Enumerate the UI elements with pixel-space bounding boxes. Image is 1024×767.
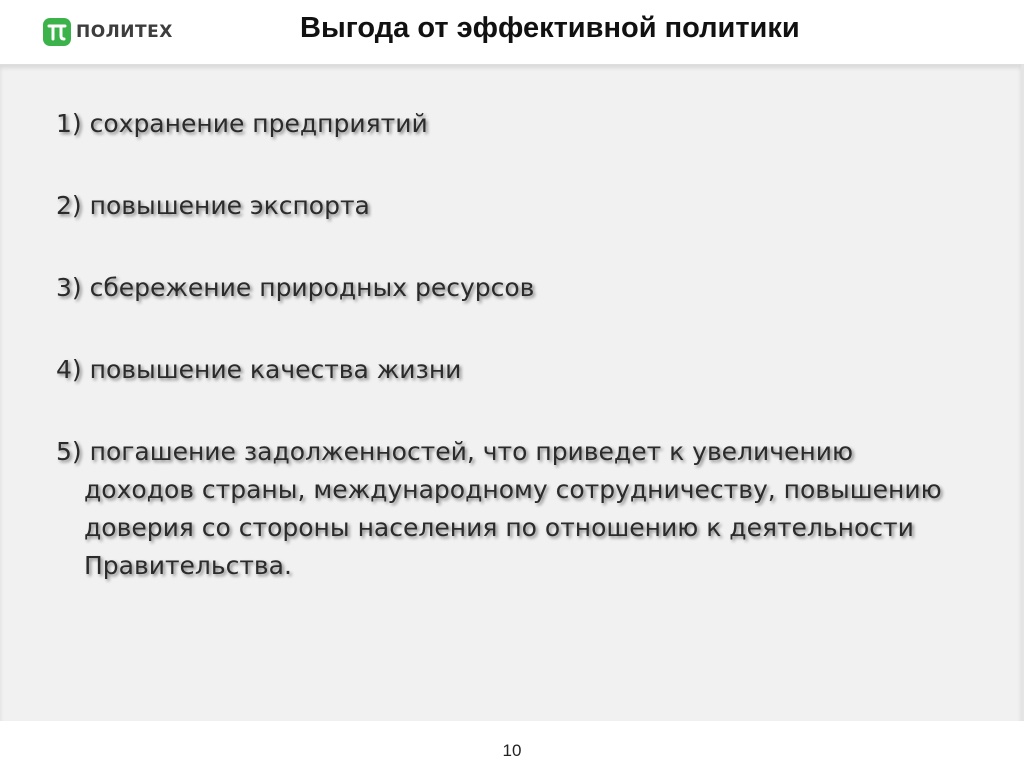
politex-pi-icon (43, 18, 71, 46)
pi-glyph (47, 23, 67, 41)
slide-content (0, 64, 1024, 721)
slide-header (0, 0, 1024, 64)
page-number: 10 (502, 741, 522, 760)
politex-logo (43, 18, 173, 46)
list-item: 4) повышение качества жизни (56, 355, 462, 384)
logo-text: ПОЛИТЕХ (76, 22, 173, 42)
list-item: 1) сохранение предприятий (56, 109, 428, 138)
list-item: 5) погашение задолженностей, что приведет к увеличению доходов страны, международному сотрудничеству, повышению доверия со стороны населения по отношению к деятельности Правительства. (56, 437, 942, 580)
benefits-list (56, 105, 964, 629)
list-item: 3) сбережение природных ресурсов (56, 273, 535, 302)
list-item: 2) повышение экспорта (56, 191, 370, 220)
slide-footer (0, 721, 1024, 767)
slide-title: Выгода от эффективной политики (300, 12, 800, 44)
